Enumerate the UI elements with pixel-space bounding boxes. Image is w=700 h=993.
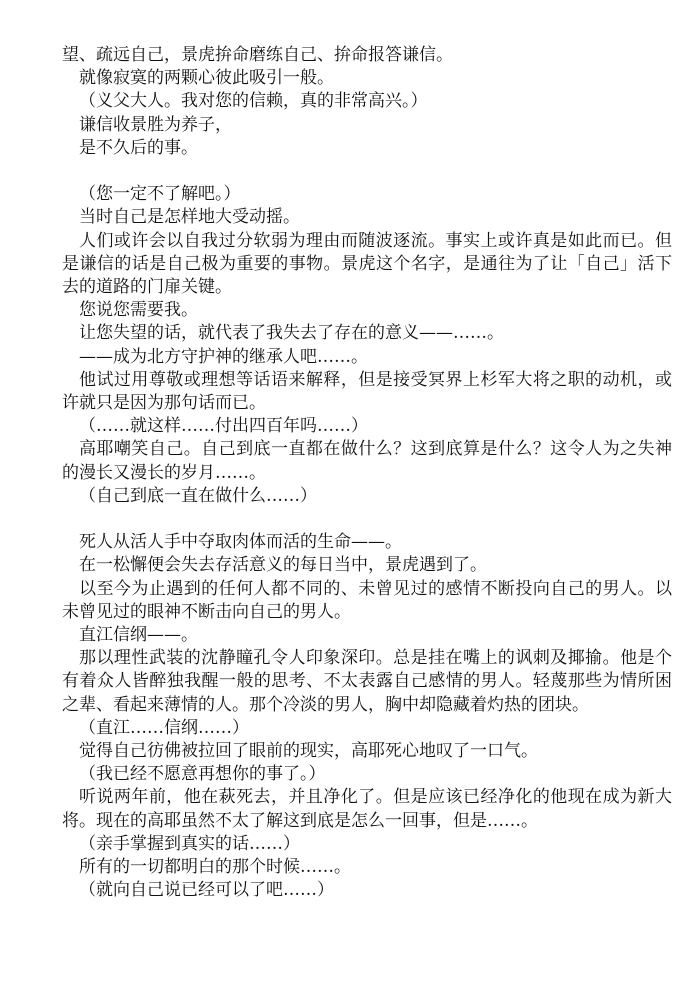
paragraph: 当时自己是怎样地大受动摇。 xyxy=(79,207,300,228)
document-page xyxy=(62,44,672,902)
blank-line xyxy=(62,160,672,183)
paragraph: （义父大人。我对您的信赖，真的非常高兴。） xyxy=(79,91,428,112)
paragraph: 听说两年前，他在萩死去，并且净化了。但是应该已经净化的他现在成为新大将。现在的高耶虽然不太了解这到底是怎么一回事，但是……。 xyxy=(62,787,672,831)
paragraph: 让您失望的话，就代表了我失去了存在的意义——……。 xyxy=(79,323,504,344)
paragraph: （我已经不愿意再想你的事了。） xyxy=(79,764,326,785)
paragraph: 人们或许会以自我过分软弱为理由而随波逐流。事实上或许真是如此而已。但是谦信的话是自己极为重要的事物。景虎这个名字，是通往为了让「自己」活下去的道路的门扉关键。 xyxy=(62,230,672,298)
paragraph: 谦信收景胜为养子， xyxy=(79,114,232,135)
paragraph: 以至今为止遇到的任何人都不同的、未曾见过的感情不断投向自己的男人。以未曾见过的眼神不断击向自己的男人。 xyxy=(62,578,672,622)
paragraph: （直江……信纲……） xyxy=(79,717,249,738)
paragraph: 望、疏远自己，景虎拚命磨练自己、拚命报答谦信。 xyxy=(62,45,453,65)
paragraph: （您一定不了解吧。） xyxy=(79,184,241,205)
paragraph: 您说您需要我。 xyxy=(79,300,198,321)
paragraph: （……就这样……付出四百年吗……） xyxy=(79,416,368,437)
paragraph: 直江信纲——。 xyxy=(79,625,198,646)
paragraph: 是不久后的事。 xyxy=(79,137,198,158)
paragraph: 高耶嘲笑自己。自己到底一直都在做什么？这到底算是什么？这令人为之失神的漫长又漫长的岁月……。 xyxy=(62,439,672,483)
paragraph: 那以理性武装的沈静瞳孔令人印象深印。总是挂在嘴上的讽刺及揶揄。他是个有着众人皆醉独我醒一般的思考、不太表露自己感情的男人。轻蔑那些为情所困之辈、看起来薄情的人。那个冷淡的男人，胸中却隐藏着灼热的团块。 xyxy=(62,648,672,715)
paragraph: 觉得自己彷佛被拉回了眼前的现实，高耶死心地叹了一口气。 xyxy=(79,741,538,762)
paragraph: （亲手掌握到真实的话……） xyxy=(79,833,300,854)
paragraph: 就像寂寞的两颗心彼此吸引一般。 xyxy=(79,68,334,89)
paragraph: 他试过用尊敬或理想等话语来解释，但是接受冥界上杉军大将之职的动机，或许就只是因为那句话而已。 xyxy=(62,369,672,414)
paragraph: （自己到底一直在做什么……） xyxy=(79,485,317,506)
blank-line xyxy=(62,508,672,531)
paragraph: 在一松懈便会失去存活意义的每日当中，景虎遇到了。 xyxy=(79,555,487,576)
paragraph: ——成为北方守护神的继承人吧……。 xyxy=(79,346,368,367)
paragraph: 死人从活人手中夺取肉体而活的生命——。 xyxy=(79,532,402,553)
paragraph: 所有的一切都明白的那个时候……。 xyxy=(79,857,351,878)
paragraph: （就向自己说已经可以了吧……） xyxy=(79,880,334,901)
